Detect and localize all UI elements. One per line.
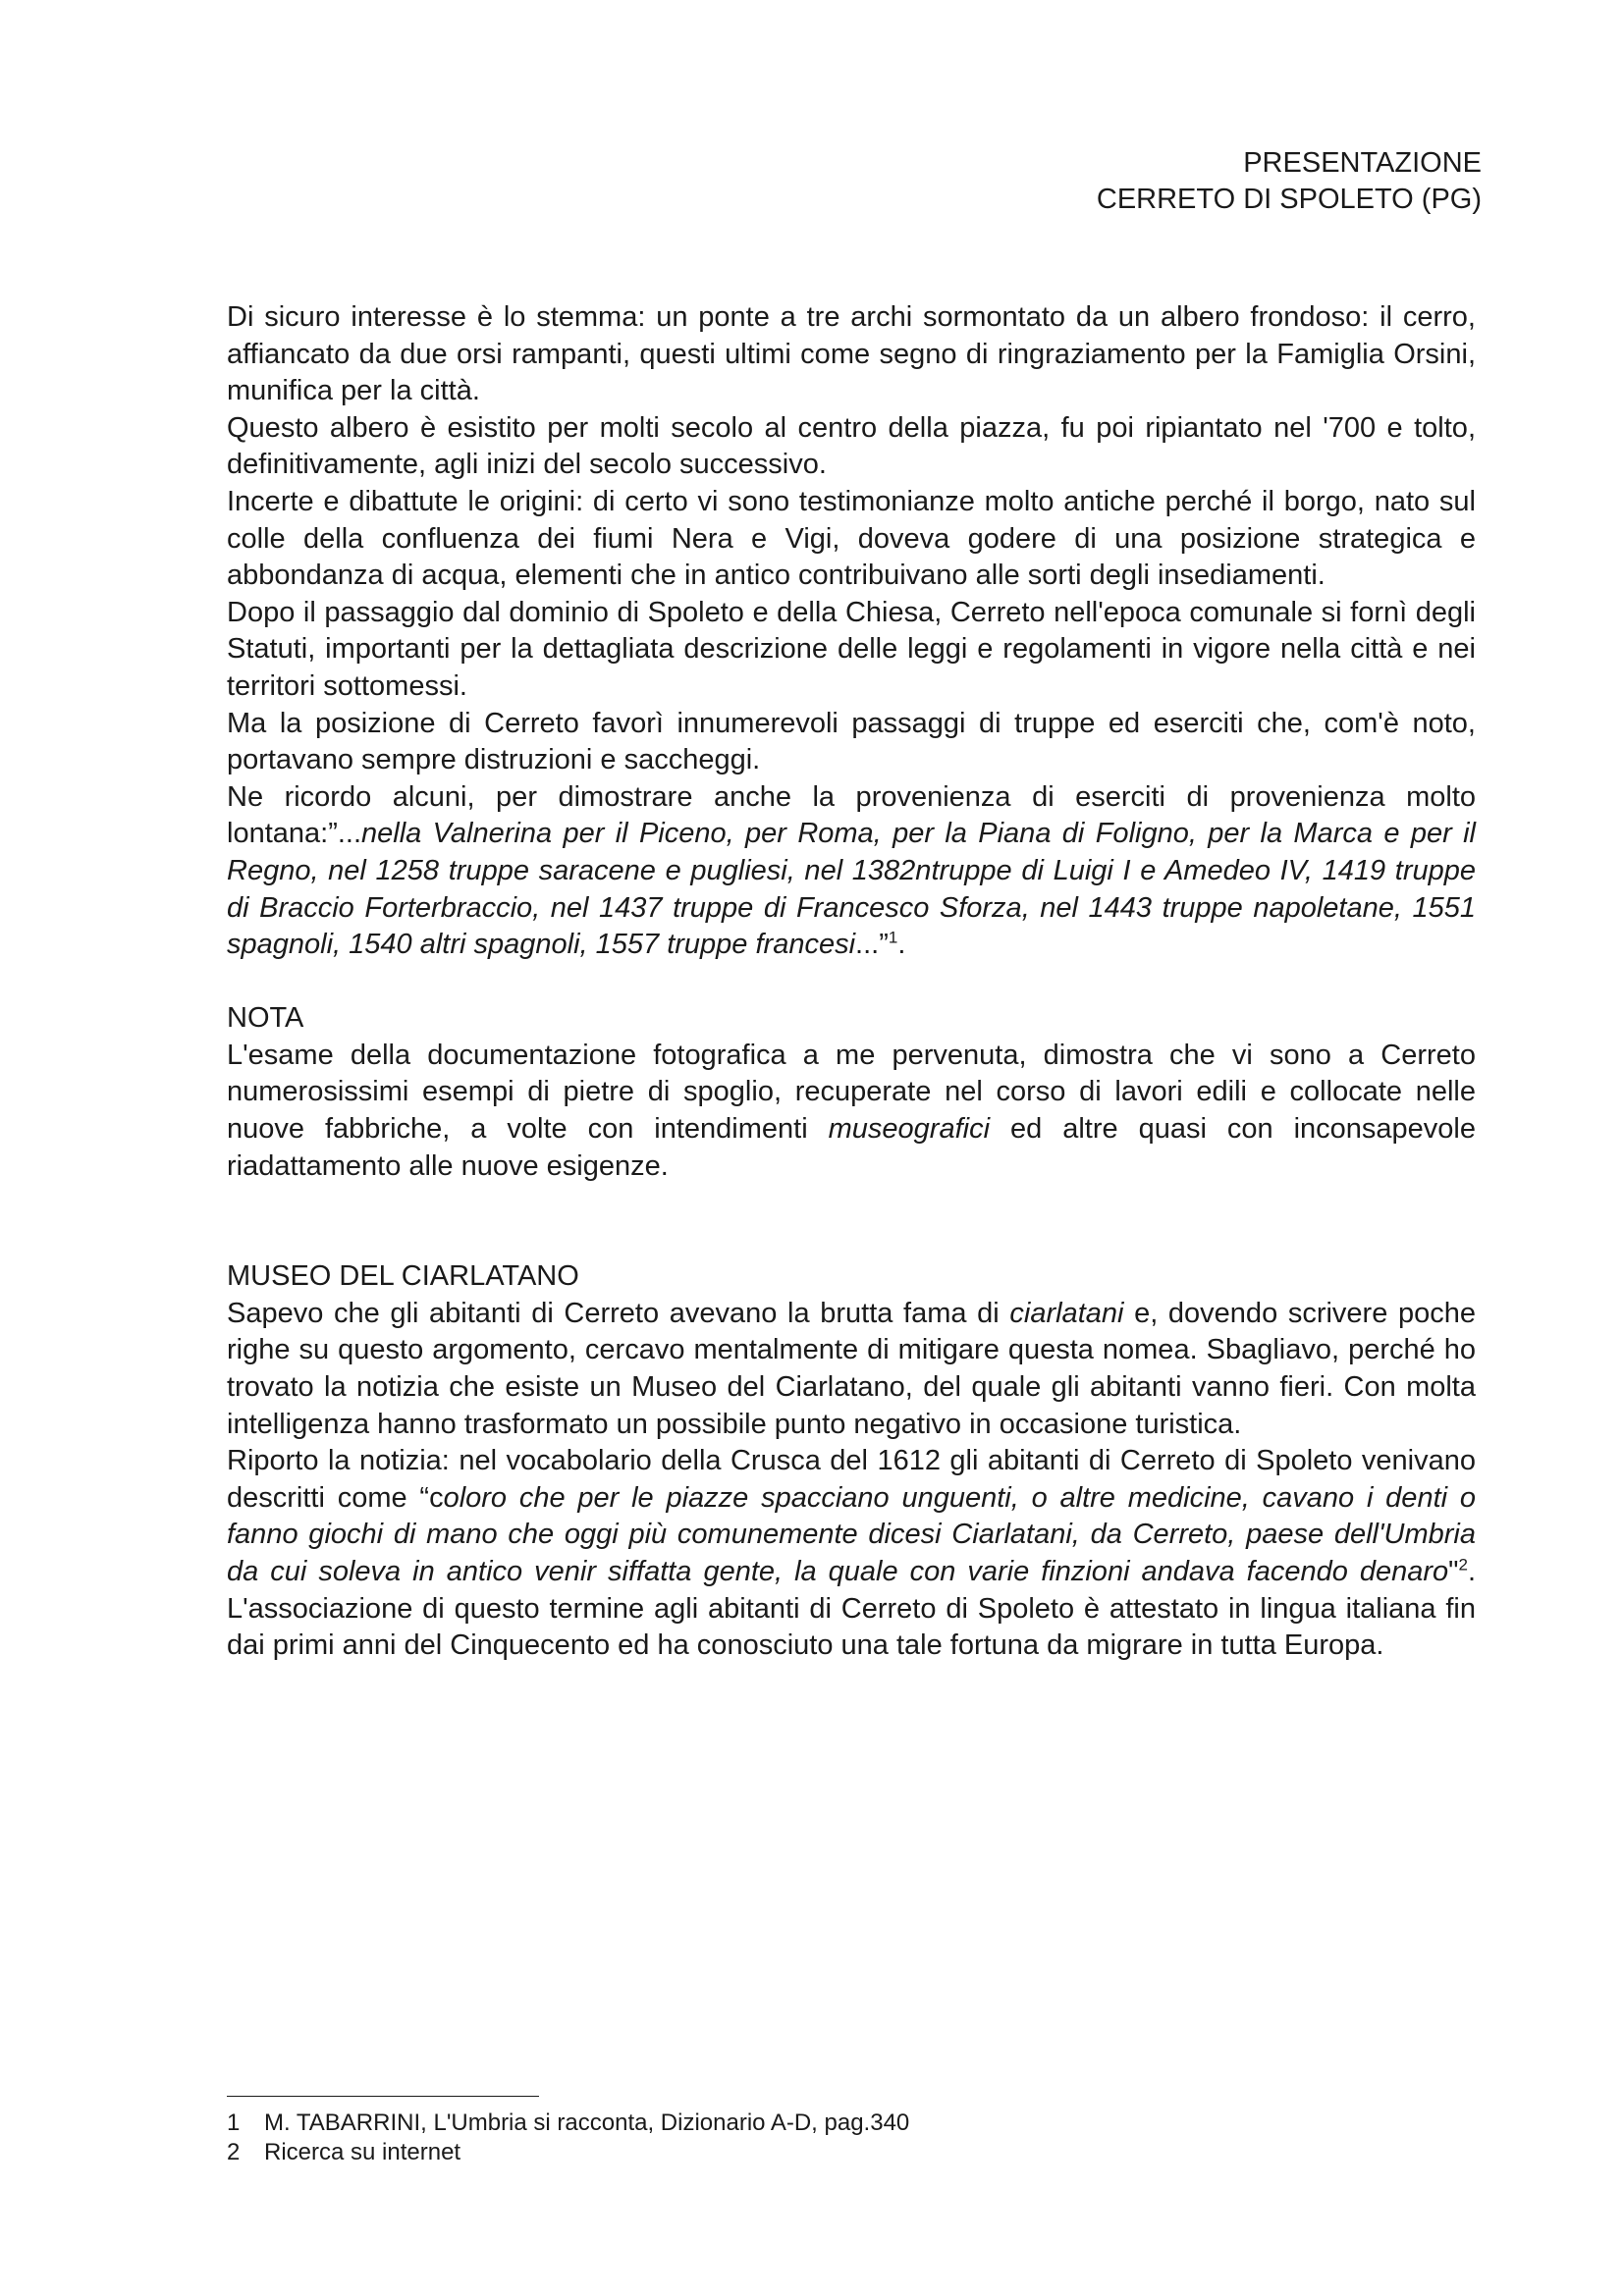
paragraph [227, 1296, 1476, 1443]
paragraph-text: " [1448, 1556, 1459, 1587]
emphasis-text: ciarlatani [1009, 1297, 1124, 1329]
paragraph [227, 779, 1476, 964]
paragraph: Ma la posizione di Cerreto favorì innumerevoli passaggi di truppe ed eserciti che, com'è noto, portavano sempre distruzioni e saccheggi. [227, 707, 1476, 776]
footnotes [227, 2096, 1476, 2167]
footnote-ref: 1 [888, 928, 898, 947]
footnote-text: Ricerca su internet [264, 2139, 461, 2165]
footnote-number: 2 [227, 2139, 241, 2165]
paragraph: Incerte e dibattute le origini: di certo vi sono testimonianze molto antiche perché il borgo, nato sul colle della confluenza dei fiumi Nera e Vigi, doveva godere di una posizione strategica e abbondanza di acqua, elementi che in antico contribuivano alle sorti degli insediamenti. [227, 485, 1476, 592]
paragraph-text: Sapevo che gli abitanti di Cerreto avevano la brutta fama di [227, 1297, 1010, 1329]
header-subtitle: CERRETO DI SPOLETO (PG) [1096, 184, 1482, 215]
body-text [227, 299, 1476, 1665]
quoted-text: nella Valnerina per il Piceno, per Roma, per la Piana di Foligno, per la Marca e per il Regno, nel 1258 truppe saracene e pugliesi, nel 1382ntruppe di Luigi I e Amedeo IV, 1419 truppe di Braccio Forterbraccio, nel 1437 truppe di Francesco Sforza, nel 1443 truppe napoletane, 1551 spagnoli, 1540 altri spagnoli, 1557 truppe francesi [227, 818, 1476, 961]
footnote-number: 1 [227, 2109, 241, 2136]
paragraph: Questo albero è esistito per molti secolo al centro della piazza, fu poi ripiantato nel '700 e tolto, definitivamente, agli inizi del secolo successivo. [227, 411, 1476, 481]
paragraph-text: . L'associazione di questo termine agli abitanti di Cerreto di Spoleto è attestato in lingua italiana fin dai primi anni del Cinquecento ed ha conosciuto una tale fortuna da migrare in tutta Europa. [227, 1556, 1476, 1662]
footnote-item [227, 2109, 1476, 2138]
section-title-museo: MUSEO DEL CIARLATANO [227, 1260, 579, 1293]
paragraph [227, 1038, 1476, 1185]
page-header [1097, 145, 1482, 218]
paragraph: Dopo il passaggio dal dominio di Spoleto e della Chiesa, Cerreto nell'epoca comunale si fornì degli Statuti, importanti per la dettagliata descrizione delle leggi e regolamenti in vigore nella città e nei territori sottomessi. [227, 596, 1476, 702]
paragraph-text: Ne ricordo alcuni, per dimostrare anche la provenienza di eserciti di provenienza molto lontana:”... [227, 780, 1476, 850]
footnote-item [227, 2138, 1476, 2167]
header-title: PRESENTAZIONE [1243, 147, 1482, 179]
paragraph-text: ...” [855, 929, 889, 961]
section-title-nota: NOTA [227, 1002, 304, 1035]
footnote-text: M. TABARRINI, L'Umbria si racconta, Dizionario A-D, pag.340 [264, 2109, 910, 2136]
emphasis-text: museografici [828, 1113, 991, 1146]
footnote-ref: 2 [1458, 1555, 1468, 1575]
paragraph: Di sicuro interesse è lo stemma: un ponte a tre archi sormontato da un albero frondoso: il cerro, affiancato da due orsi rampanti, questi ultimi come segno di ringraziamento per la Famiglia Orsini, munifica per la città. [227, 301, 1476, 407]
paragraph-text: L'esame della documentazione fotografica a me pervenuta, dimostra che vi sono a Cerreto numerosissimi esempi di pietre di spoglio, recuperate nel corso di lavori edili e collocate nelle nuove fabbriche, a volte con intendimenti [227, 1039, 1476, 1146]
paragraph-text: e, dovendo scrivere poche righe su questo argomento, cercavo mentalmente di mitigare questa nomea. Sbagliavo, perché ho trovato la notizia che esiste un Museo del Ciarlatano, del quale gli abitanti vanno fieri. Con molta intelligenza hanno trasformato un possibile punto negativo in occasione turistica. [227, 1297, 1477, 1440]
paragraph-text: ed altre quasi con inconsapevole riadattamento alle nuove esigenze. [227, 1113, 1476, 1182]
footnote-divider [227, 2096, 539, 2097]
paragraph-text: . [897, 929, 906, 961]
paragraph [227, 1443, 1476, 1665]
quoted-text: oloro che per le piazze spacciano unguenti, o altre medicine, cavano i denti o fanno giochi di mano che oggi più comunemente dicesi Ciarlatani, da Cerreto, paese dell'Umbria da cui soleva in antico venir siffatta gente, la quale con varie finzioni andava facendo denaro [227, 1481, 1476, 1587]
paragraph-text: Riporto la notizia: nel vocabolario della Crusca del 1612 gli abitanti di Cerreto di Spoleto venivano descritti come “c [227, 1445, 1476, 1514]
